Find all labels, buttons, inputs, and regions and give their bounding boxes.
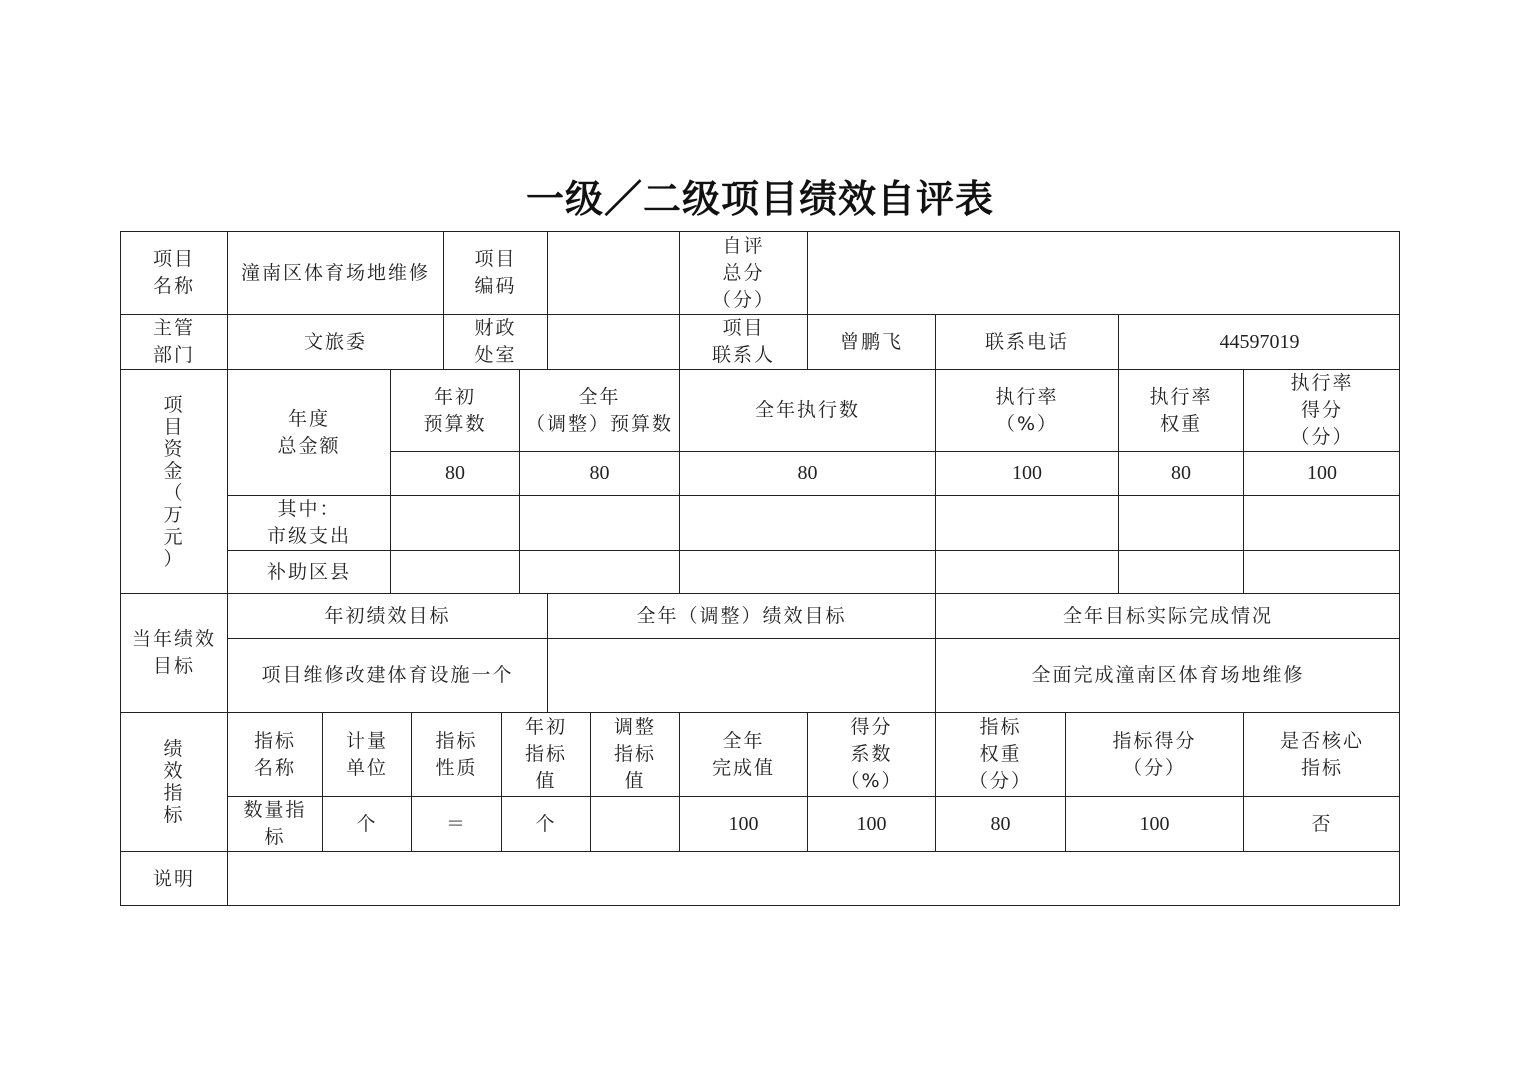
funds-subsidy-adjusted xyxy=(519,550,679,593)
goals-actual-header: 全年目标实际完成情况 xyxy=(935,593,1400,638)
funds-subsidy-executed xyxy=(679,550,935,593)
project-name-label: 项目 名称 xyxy=(120,231,227,314)
contact-cell: 曾鹏飞 xyxy=(807,314,935,369)
funds-initial-value: 80 xyxy=(390,451,519,495)
funds-section-label: 项 目 资 金 （ 万 元 ） xyxy=(120,369,227,593)
funds-rate-header: 执行率 （%） xyxy=(935,369,1118,451)
ind-row-nature: ＝ xyxy=(411,796,501,851)
ind-row-score: 100 xyxy=(1065,796,1243,851)
project-name-cell: 潼南区体育场地维修 xyxy=(227,231,443,314)
funds-rate-value: 100 xyxy=(935,451,1118,495)
funds-city-score xyxy=(1243,495,1400,550)
funds-weight-value: 80 xyxy=(1118,451,1243,495)
funds-subsidy-rate xyxy=(935,550,1118,593)
indicators-section-label: 绩 效 指 标 xyxy=(120,712,227,851)
evaluation-table xyxy=(120,231,1400,906)
phone-label: 联系电话 xyxy=(935,314,1118,369)
goals-adjusted-value xyxy=(547,638,935,712)
funds-weight-header: 执行率 权重 xyxy=(1118,369,1243,451)
ind-coef-header: 得分 系数 （%） xyxy=(807,712,935,796)
goals-section-label: 当年绩效 目标 xyxy=(120,593,227,712)
phone-cell: 44597019 xyxy=(1118,314,1400,369)
funds-total-header: 年度 总金额 xyxy=(227,369,390,495)
goals-adjusted-header: 全年（调整）绩效目标 xyxy=(547,593,935,638)
funds-subsidy-label: 补助区县 xyxy=(227,550,390,593)
funds-executed-header: 全年执行数 xyxy=(679,369,935,451)
ind-row-completed: 100 xyxy=(679,796,807,851)
ind-unit-header: 计量 单位 xyxy=(322,712,411,796)
notes-cell xyxy=(227,851,1400,906)
ind-nature-header: 指标 性质 xyxy=(411,712,501,796)
ind-name-header: 指标 名称 xyxy=(227,712,322,796)
funds-subsidy-initial xyxy=(390,550,519,593)
funds-executed-value: 80 xyxy=(679,451,935,495)
funds-score-header: 执行率 得分 （分） xyxy=(1243,369,1400,451)
funds-adjusted-value: 80 xyxy=(519,451,679,495)
funds-city-rate xyxy=(935,495,1118,550)
ind-score-header: 指标得分 （分） xyxy=(1065,712,1243,796)
ind-row-coef: 100 xyxy=(807,796,935,851)
ind-row-initial: 个 xyxy=(501,796,590,851)
finance-cell xyxy=(547,314,679,369)
ind-completed-header: 全年 完成值 xyxy=(679,712,807,796)
ind-row-unit: 个 xyxy=(322,796,411,851)
ind-row-weight: 80 xyxy=(935,796,1065,851)
funds-city-initial xyxy=(390,495,519,550)
dept-label: 主管 部门 xyxy=(120,314,227,369)
ind-initial-header: 年初 指标 值 xyxy=(501,712,590,796)
funds-adjusted-header: 全年 （调整）预算数 xyxy=(519,369,679,451)
funds-initial-header: 年初 预算数 xyxy=(390,369,519,451)
ind-weight-header: 指标 权重 （分） xyxy=(935,712,1065,796)
funds-subsidy-score xyxy=(1243,550,1400,593)
funds-city-weight xyxy=(1118,495,1243,550)
project-code-label: 项目 编码 xyxy=(443,231,547,314)
funds-city-adjusted xyxy=(519,495,679,550)
page-title: 一级／二级项目绩效自评表 xyxy=(525,176,994,221)
dept-cell: 文旅委 xyxy=(227,314,443,369)
goals-initial-value: 项目维修改建体育设施一个 xyxy=(227,638,547,712)
ind-row-core: 否 xyxy=(1243,796,1400,851)
funds-score-value: 100 xyxy=(1243,451,1400,495)
goals-actual-value: 全面完成潼南区体育场地维修 xyxy=(935,638,1400,712)
funds-city-label: 其中： 市级支出 xyxy=(227,495,390,550)
notes-label: 说明 xyxy=(120,851,227,906)
ind-adjusted-header: 调整 指标 值 xyxy=(590,712,679,796)
ind-core-header: 是否核心 指标 xyxy=(1243,712,1400,796)
funds-city-executed xyxy=(679,495,935,550)
contact-label: 项目 联系人 xyxy=(679,314,807,369)
goals-initial-header: 年初绩效目标 xyxy=(227,593,547,638)
finance-label: 财政 处室 xyxy=(443,314,547,369)
funds-subsidy-weight xyxy=(1118,550,1243,593)
project-code-cell xyxy=(547,231,679,314)
self-score-label: 自评 总分 （分） xyxy=(679,231,807,314)
ind-row-name: 数量指 标 xyxy=(227,796,322,851)
self-score-cell xyxy=(807,231,1400,314)
ind-row-adjusted xyxy=(590,796,679,851)
